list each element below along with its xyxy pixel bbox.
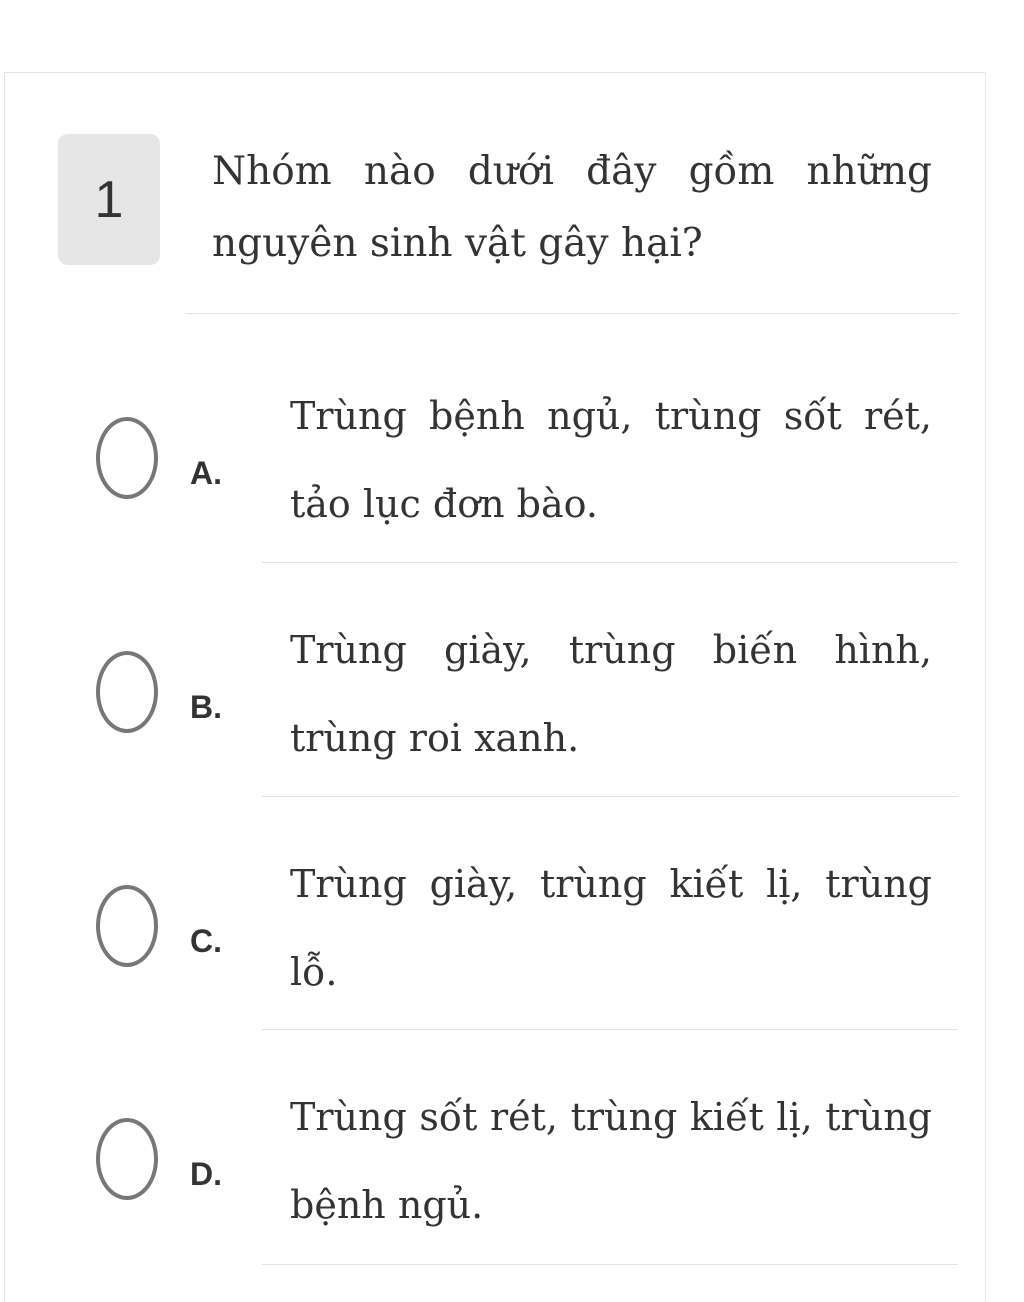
option-d-radio[interactable] xyxy=(96,1118,158,1200)
option-d-text[interactable]: Trùng sốt rét, trùng kiết lị, trùng bệnh ngủ. xyxy=(290,1095,932,1227)
option-divider xyxy=(262,796,958,797)
option-a-radio[interactable] xyxy=(96,417,158,499)
question-divider xyxy=(186,313,958,314)
option-b-radio[interactable] xyxy=(96,651,158,733)
option-divider xyxy=(262,1264,958,1265)
option-divider xyxy=(262,562,958,563)
question-number-badge xyxy=(58,134,160,265)
option-a-letter: A. xyxy=(190,455,222,491)
option-c-radio[interactable] xyxy=(96,885,158,967)
option-a-text[interactable]: Trùng bệnh ngủ, trùng sốt rét, tảo lục đơn bào. xyxy=(290,394,932,526)
option-c-letter: C. xyxy=(190,923,222,959)
option-b-text[interactable]: Trùng giày, trùng biến hình, trùng roi xanh. xyxy=(290,628,932,760)
question-number: 1 xyxy=(94,170,124,229)
option-divider xyxy=(262,1029,958,1030)
option-b-letter: B. xyxy=(190,689,222,725)
option-d-letter: D. xyxy=(190,1156,222,1192)
question-text: Nhóm nào dưới đây gồm những nguyên sinh vật gây hại? xyxy=(212,149,932,266)
option-c-text[interactable]: Trùng giày, trùng kiết lị, trùng lỗ. xyxy=(290,862,932,994)
